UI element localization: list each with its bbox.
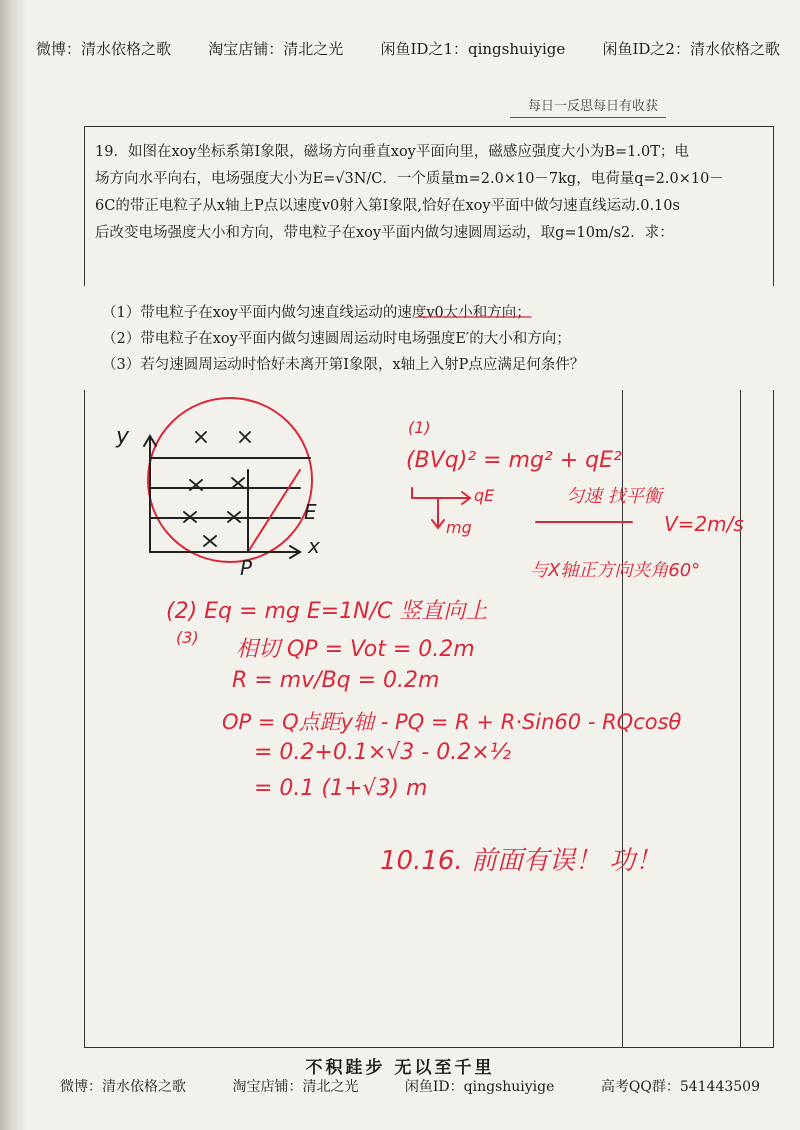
sub-question-2: （2）带电粒子在xoy平面内做匀速圆周运动时电场强度E′的大小和方向； [102,331,571,347]
trajectory-circle [148,398,312,562]
header-taobao: 淘宝店铺：清北之光 [208,40,344,58]
question-line-2: 场方向水平向右，电场强度大小为E=√3N/C．一个质量m=2.0×10－7kg，电荷量q=2.0×10－ [95,171,724,187]
part3-line-5: = 0.1 (1+√3) m [254,776,428,801]
header-weibo: 微博：清水依格之歌 [36,40,172,58]
header-xianyu-1: 闲鱼ID之1：qingshuiyige [380,40,566,58]
part3-line-1: 相切 QP = Vot = 0.2m [236,637,475,662]
diagram-e-label: E [304,500,317,524]
part1-label: (1) [408,418,431,437]
note-uniform-balance: 匀速 找平衡 [566,486,662,507]
sub-question-3: （3）若匀速圆周运动时恰好未离开第Ⅰ象限，x轴上入射P点应满足何条件？ [102,357,585,373]
answer-direction: 与X轴正方向夹角60° [530,560,701,581]
header-xianyu-2: 闲鱼ID之2：清水依格之歌 [602,40,780,58]
footer-qq-group: 高考QQ群：541443509 [600,1079,760,1095]
question-line-3: 6C的带正电粒子从x轴上P点以速度v0射入第Ⅰ象限,恰好在xoy平面中做匀速直线运动.0.10s [95,198,680,214]
velocity-path [248,470,300,552]
daily-motto: 每日一反思每日有收获 [510,95,666,118]
part2-solution: (2) Eq = mg E=1N/C 竖直向上 [166,599,488,624]
part3-label: (3) [176,628,199,647]
question-line-4: 后改变电场强度大小和方向，带电粒子在xoy平面内做匀速圆周运动，取g=10m/s2．求： [95,225,674,241]
force-mg-label: mg [446,518,472,537]
force-qe-label: qE [474,486,495,505]
date-note: 10.16. 前面有误！ 功！ [380,846,662,876]
footer-taobao: 淘宝店铺：清北之光 [232,1079,359,1095]
part3-line-2: R = mv/Bq = 0.2m [232,668,440,693]
footer-weibo: 微博：清水依格之歌 [60,1079,186,1095]
question-line-1: 19．如图在xoy坐标系第Ⅰ象限，磁场方向垂直xoy平面向里，磁感应强度大小为B=1.0T；电 [95,144,689,160]
sub-question-1: （1）带电粒子在xoy平面内做匀速直线运动的速度v0大小和方向； [102,305,531,321]
diagram-x-label: x [308,534,320,558]
footer-contacts [60,1076,760,1096]
diagram-p-label: P [240,556,253,580]
footer-xianyu: 闲鱼ID：qingshuiyige [404,1079,555,1095]
part1-equation: (BVq)² = mg² + qE² [406,448,622,473]
answer-speed: V=2m/s [664,512,744,536]
diagram-y-label: y [116,424,130,449]
part3-line-3: OP = Q点距y轴 - PQ = R + R·Sin60 - RQcosθ [222,710,682,734]
bottom-motto: 不积跬步 无以至千里 [305,1058,495,1078]
part3-line-4: = 0.2+0.1×√3 - 0.2×½ [254,740,511,765]
